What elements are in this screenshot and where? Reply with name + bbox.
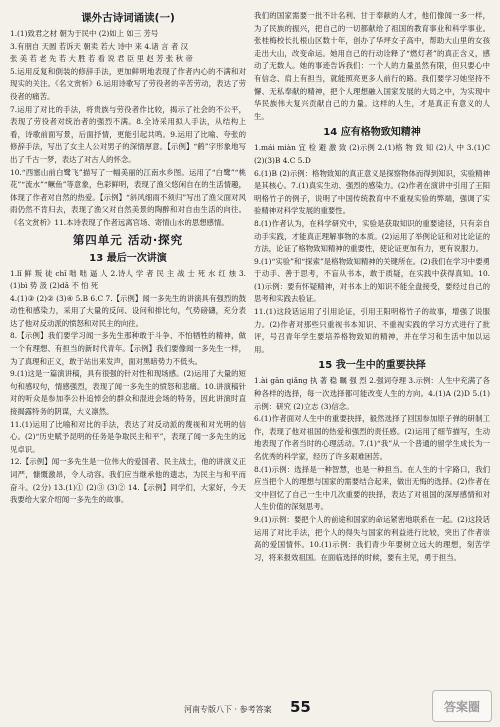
answer-para: 10.“西塞山前白鹭飞”描写了一幅美丽的江南水乡图。运用了“白鹭”“桃花”“流水”“鳜鱼”等意象，色彩鲜明，表现了渔父悠闲自在的生活情趣，体现了作者对自然的热爱。【示例】“斜风细雨不须归”写出了渔父面对风雨仍然不肯归去，表现了渔父对自然美景的陶醉和对自由生活的向往。《名文赏析》11.本诗表现了作者远离官场、寄情山水的思想感情。 <box>10 167 246 227</box>
answer-para: 6.(1)作者面对人生中的重要抉择，毅然选择了回国参加原子弹的研制工作，表现了他对祖国的热爱和强烈的责任感。(2)运用了细节描写，生动地表现了作者当时的心理活动。7.(1)“我”从一个普通的留学生成长为一名优秀的科学家，经历了许多艰难困苦。 <box>254 414 490 461</box>
answer-para: 1.mái miàn 宜 检 避 激 致 (2)示例 2.(1)格 物 致 知 (2)人 中 3.(1)C (2)(3)B 4.C 5.D <box>254 143 490 165</box>
page-footer <box>0 700 500 720</box>
answer-para: 7.运用了对比的手法，将贵族与劳役者作比较，揭示了社会的不公平，表现了劳役者对统治者的强烈不满。8.全诗采用拟人手法，从结构上看，诗歌前面写景，后面抒情，更能引起共鸣。9.运用了比喻、夸张的修辞手法，写出了女主人公对男子的深情厚意。【示例】“鹤”字形象地写出了千古一梦，表达了对古人的怀念。 <box>10 104 246 164</box>
answer-para: 1.ài gān qiǎng 执 著 稳 瞩 强 烈 2.强词夺理 3.示例：人生中充满了各种各样的选择，每一次选择都可能改变人生的方向。4.(1)A (2)D 5.(1)示例：研究 (2)立志 (3)信念。 <box>254 376 490 411</box>
answer-para: 1.lǐ 鲜 叛 徒 chǐ 咄 咄 逼 人 2.诗人 学 者 民 主 战 士 死 水 红 烛 3.(1)bì 势 汲 (2)dǎ 不 怕 死 <box>10 268 246 291</box>
answer-para: 9.(1)这是一篇演讲稿，具有很强的针对性和现场感。(2)运用了大量的短句和感叹句，情感强烈，表现了闻一多先生的愤怒和悲痛。10.讲演稿针对的听众是参加李公朴追悼会的群众和混进会场的特务，因此讲演时直接揭露特务的阴谋，大义凛然。 <box>10 369 246 417</box>
page-number: 55 <box>290 698 311 716</box>
answer-para: 4.(1)③ (2)② (3)④ 5.B 6.C 7.【示例】闻一多先生的讲演具有强烈的鼓动性和感染力，采用了大量的反问、设问和排比句，气势磅礴，充分表达了他对反动派的愤怒和对民主的向往。 <box>10 293 246 328</box>
section-title-poems: 课外古诗词诵读(一) <box>81 12 175 24</box>
lesson-14-title: 14 应有格物致知精神 <box>323 127 421 139</box>
answer-para: 3.有朋自 天圆 若诉天 朝卖 若大 诗中 来 4.诸 言 者 汉 <box>10 41 189 51</box>
answer-para: 9.(1)“实验”和“探索”是格物致知精神的关键所在。(2)我们在学习中要勇于动手、善于思考，不盲从书本，敢于质疑，在实践中获得真知。10.(1)示例：要有怀疑精神，对书本上的知识不能全盘接受，要经过自己的思考和实践去验证。 <box>254 256 490 304</box>
answer-para: 6.(1)B (2)示例：格物致知的真正意义是探察物体而得到知识，实验精神是其核心。7.(1)真实生动、强烈的感染力。(2)作者在演讲中引用了王阳明格竹子的例子，说明了中国传统教育中不重视实验的弊端，强调了实验精神对科学发展的重要性。 <box>254 168 490 216</box>
answer-para: 11.(1)这段话运用了引用论证，引用王阳明格竹子的故事，增强了说服力。(2)作者对那些只重视书本知识、不重视实践的学习方式进行了批评，号召青年学生要培养格物致知的精神，并在学习和生活中加以运用。 <box>254 307 490 354</box>
answer-para: 张 美 若 老 先 若 大 胜 若 看 说 君 臣 里 赵 芳 张 秋 帝 <box>10 54 193 64</box>
answer-para: 8.(1)作者认为，在科学研究中，实验是获取知识的重要途径，只有亲自动手实践，才能真正理解事物的本质。(2)运用了举例论证和对比论证的方法，论证了格物致知精神的重要性，使论证更加有力，更有说服力。 <box>254 218 490 254</box>
answer-para: 我们的国家需要一批不计名利、甘于奉献的人才，他们像闻一多一样，为了民族的振兴，把自己的一切都献给了祖国的教育事业和科学事业。张桂梅校长扎根山区数十年，创办了华坪女子高中，帮助大山里的女孩走出大山，改变命运。她用自己的行动诠释了“燃灯者”的真正含义，感动了无数人。她的事迹告诉我们：一个人的力量虽然有限，但只要心中有信念、肩上有担当，就能照亮更多人前行的路。我们要学习她坚持不懈、无私奉献的精神，把个人理想融入国家发展的大局之中，为实现中华民族伟大复兴贡献自己的力量。这样的人生，才是真正有意义的人生。 <box>254 11 490 121</box>
answer-para: 9.(1)示例：要把个人的前途和国家的命运紧密地联系在一起。(2)这段话运用了对比手法，把个人的得失与国家的利益进行比较，突出了作者崇高的爱国情怀。10.(1)示例：我们青少年要树立远大的理想，刻苦学习，将来报效祖国。在面临选择的时候，要有主见，勇于担当。 <box>254 514 490 562</box>
lesson-13-title: 13 最后一次讲演 <box>89 252 167 264</box>
answer-para: 5.运用反复和倒装的修辞手法，更加鲜明地表现了作者内心的不满和对现实的关注。《名文赏析》6.运用诗歌写了劳役者的辛苦劳动，表达了劳役者的痛苦。 <box>10 66 246 101</box>
answer-para: 8.(1)示例：选择是一种智慧，也是一种担当。在人生的十字路口，我们应当把个人的理想与国家的需要结合起来，做出无悔的选择。(2)作者在文中回忆了自己一生中几次重要的抉择，表达了对祖国的深厚感情和对人生价值的深刻思考。 <box>254 464 490 512</box>
watermark-logo: 答案圈 <box>432 690 492 722</box>
footer-label: 河南专版八下 · 参考答案 <box>184 705 272 714</box>
answer-para: 8.【示例】我们要学习闻一多先生那种敢于斗争、不怕牺牲的精神，做一个有理想、有担当的新时代青年。【示例】我们要像闻一多先生一样，为了真理和正义，敢于站出来发声，面对黑暗势力不低头。 <box>10 331 246 366</box>
answer-para: 12.【示例】闻一多先生是一位伟大的爱国者、民主战士，他的讲演义正词严，慷慨激昂，令人动容。我们应当继承他的遗志，为民主与和平而奋斗。(2分) 13.(1)① (2)③ (3)② 14.【示例】同学们，大家好，今天我要给大家介绍闻一多先生的故事。 <box>10 457 246 505</box>
answer-para: 11.(1)运用了比喻和对比的手法，表达了对反动派的蔑视和对光明的信心。(2)“历史赋予昆明的任务是争取民主和平”，表现了闻一多先生的远见卓识。 <box>10 419 246 454</box>
left-column <box>10 10 246 507</box>
right-column <box>254 10 490 564</box>
unit-title: 第四单元 活动·探究 <box>72 232 184 247</box>
answer-para: 1.(1)致君之材 朝为于民中 (2)如上 如三 芳号 <box>10 29 159 38</box>
lesson-15-title: 15 我一生中的重要抉择 <box>318 360 426 372</box>
